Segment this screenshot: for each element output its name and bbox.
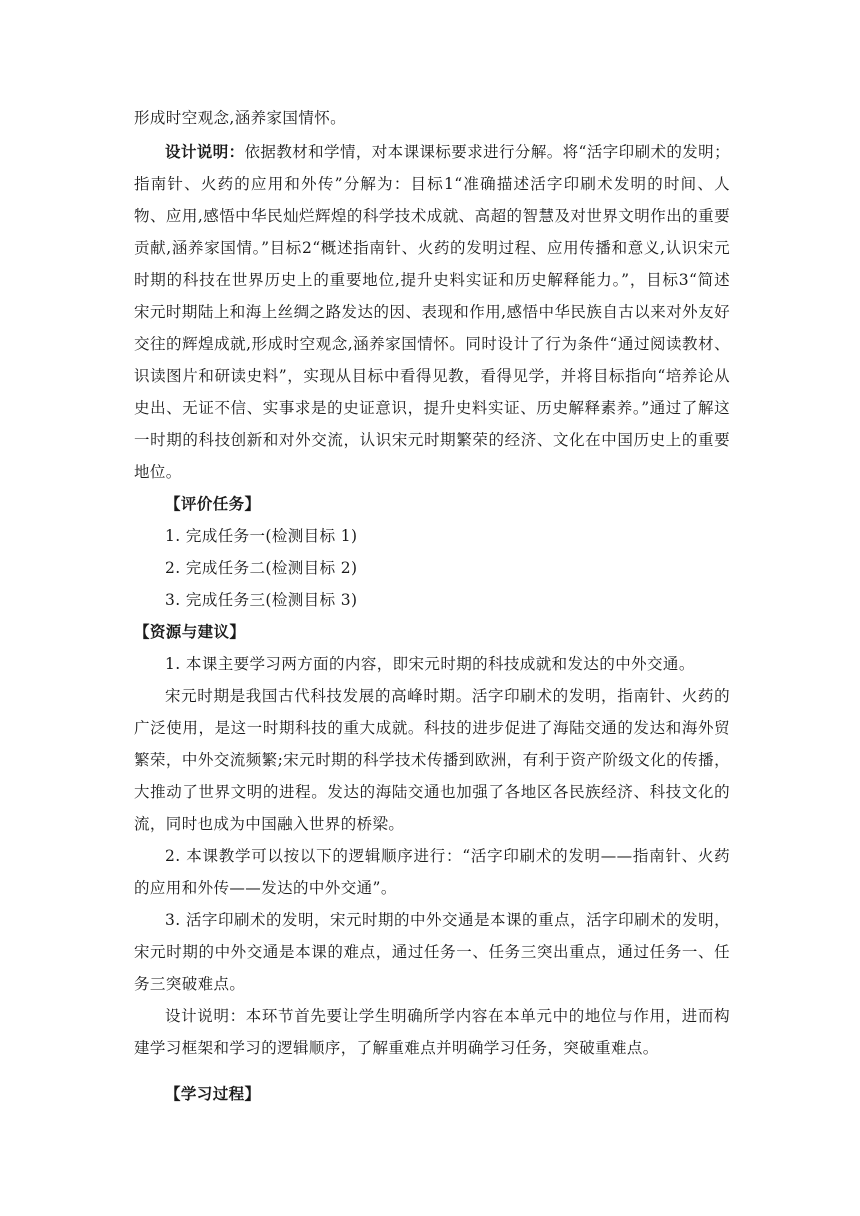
- design-note-text: 依据教材和学情，对本课课标要求进行分解。将“活字印刷术的发明；指南针、火药的应用和外传”分解为：目标1“准确描述活字印刷术发明的时间、人物、应用,感悟中华民灿烂辉煌的科学技术成就、高超的智慧及对世界文明作出的重要贡献,涵养家国情。”目标2“概述指南针、火药的发明过程、应用传播和意义,认识宋元时期的科技在世界历史上的重要地位,提升史料实证和历史解释能力。”，目标3“简述宋元时期陆上和海上丝绸之路发达的因、表现和作用,感悟中华民族自古以来对外友好交往的辉煌成就,形成时空观念,涵养家国情怀。同时设计了行为条件“通过阅读教材、识读图片和研读史料”，实现从目标中看得见教，看得见学，并将目标指向“培养论从史出、无证不信、实事求是的史证意识，提升史料实证、历史解释素养。”通过了解这一时期的科技创新和对外交流，认识宋元时期繁荣的经济、文化在中国历史上的重要地位。: [134, 143, 730, 481]
- resources-design-note: 设计说明：本环节首先要让学生明确所学内容在本单元中的地位与作用，进而构建学习框架和学习的逻辑顺序，了解重难点并明确学习任务，突破重难点。: [134, 1007, 730, 1057]
- top-line: 形成时空观念,涵养家国情怀。: [134, 109, 347, 127]
- document-page: [134, 102, 730, 1110]
- evaluation-heading: 【评价任务】: [165, 495, 261, 513]
- process-heading: 【学习过程】: [165, 1085, 261, 1103]
- resources-paragraph-4: 3. 活字印刷术的发明，宋元时期的中外交通是本课的重点，活字印刷术的发明，宋元时期的中外交通是本课的难点，通过任务一、任务三突出重点，通过任务一、任务三突破难点。: [134, 911, 730, 993]
- resources-paragraph-3: 2. 本课教学可以按以下的逻辑顺序进行：“活字印刷术的发明——指南针、火药的应用和外传——发达的中外交通”。: [134, 847, 730, 897]
- evaluation-item-2: 2. 完成任务二(检测目标 2): [165, 559, 358, 577]
- resources-paragraph-2: 宋元时期是我国古代科技发展的高峰时期。活字印刷术的发明，指南针、火药的广泛使用，是这一时期科技的重大成就。科技的进步促进了海陆交通的发达和海外贸繁荣，中外交流频繁;宋元时期的科学技术传播到欧洲，有利于资产阶级文化的传播，大推动了世界文明的进程。发达的海陆交通也加强了各地区各民族经济、科技文化的流，同时也成为中国融入世界的桥梁。: [134, 687, 730, 833]
- design-note-label: 设计说明：: [165, 142, 245, 161]
- design-note-paragraph: [134, 136, 730, 488]
- evaluation-item-3: 3. 完成任务三(检测目标 3): [165, 591, 358, 609]
- resources-paragraph-1: 1. 本课主要学习两方面的内容，即宋元时期的科技成就和发达的中外交通。: [165, 655, 695, 673]
- evaluation-item-1: 1. 完成任务一(检测目标 1): [165, 527, 358, 545]
- resources-heading: 【资源与建议】: [134, 623, 246, 641]
